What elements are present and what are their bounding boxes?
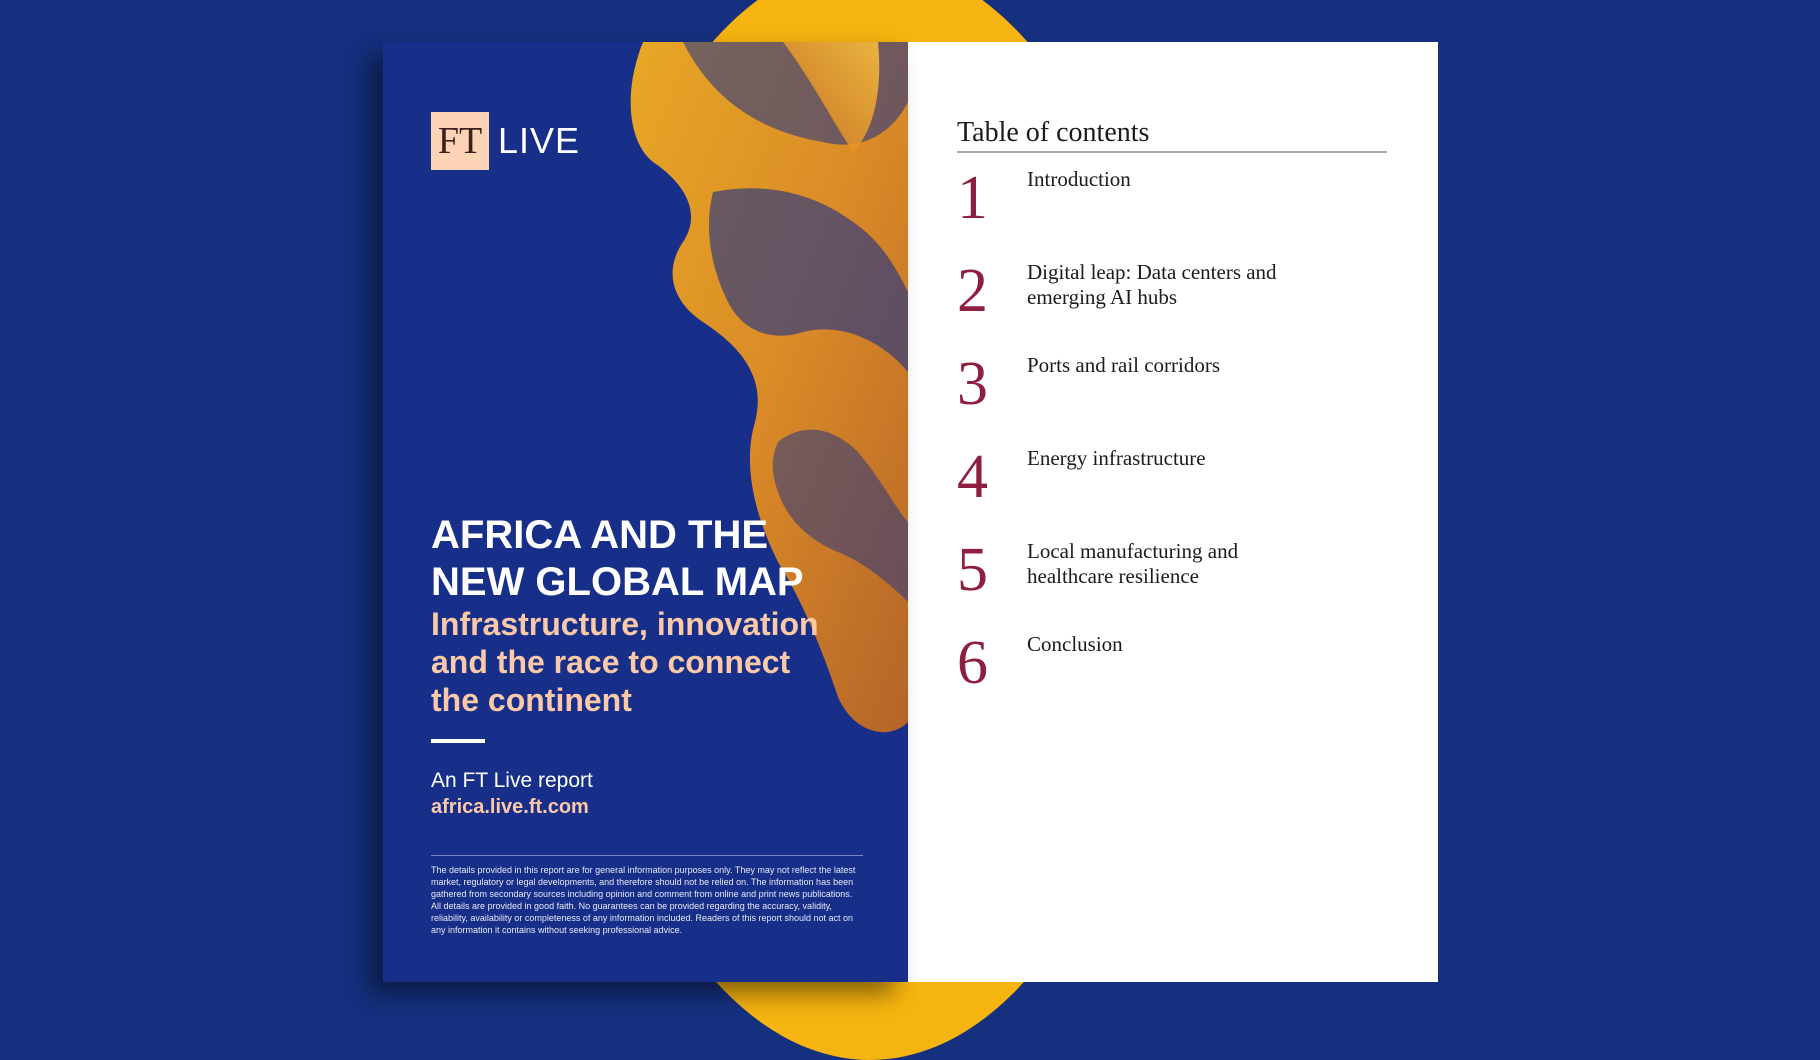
toc-item-ports-and-rail[interactable] [957, 350, 1387, 433]
report-byline: An FT Live report [431, 769, 593, 792]
disclaimer-divider [431, 855, 863, 856]
toc-item-label: Energy infrastructure [1027, 446, 1206, 470]
ft-live-logo [431, 112, 580, 170]
ft-logo-box: FT [431, 112, 489, 170]
toc-item-introduction[interactable] [957, 164, 1387, 247]
toc-item-label: Conclusion [1027, 632, 1123, 656]
toc-item-manufacturing[interactable] [957, 536, 1387, 619]
toc-item-number: 6 [957, 629, 988, 697]
toc-item-number: 1 [957, 164, 988, 232]
toc-item-number: 2 [957, 257, 988, 325]
toc-title: Table of contents [957, 117, 1387, 153]
live-logo-text: LIVE [498, 120, 581, 161]
toc-item-number: 5 [957, 536, 988, 604]
report-title: AFRICA AND THE NEW GLOBAL MAP [431, 513, 804, 604]
toc-item-number: 4 [957, 443, 988, 511]
report-cover [383, 42, 908, 982]
report-subtitle: Infrastructure, innovation and the race to connect the continent [431, 606, 819, 718]
toc-item-label: Introduction [1027, 167, 1131, 191]
disclaimer-text: The details provided in this report are for general information purposes only. They may not reflect the latest market, regulatory or legal developments, and therefore should not be relied on. The information has been gathered from secondary sources including opinion and comment from online and print news publications. All details are provided in good faith. No guarantees can be provided regarding the accuracy, validity, reliability, availability or completeness of any information included. Readers of this report should not act on any information it contains without seeking professional advice. [431, 865, 856, 935]
toc-item-label: Digital leap: Data centers and emerging AI hubs [1027, 260, 1277, 309]
toc-item-number: 3 [957, 350, 988, 418]
toc-item-digital-leap[interactable] [957, 257, 1387, 340]
toc-item-label: Ports and rail corridors [1027, 353, 1221, 377]
report-website-link[interactable]: africa.live.ft.com [431, 796, 589, 818]
title-divider [431, 739, 485, 743]
table-of-contents-page [908, 42, 1438, 982]
toc-item-energy[interactable] [957, 443, 1387, 526]
toc-item-label: Local manufacturing and healthcare resilience [1027, 539, 1239, 588]
toc-item-conclusion[interactable] [957, 629, 1387, 712]
